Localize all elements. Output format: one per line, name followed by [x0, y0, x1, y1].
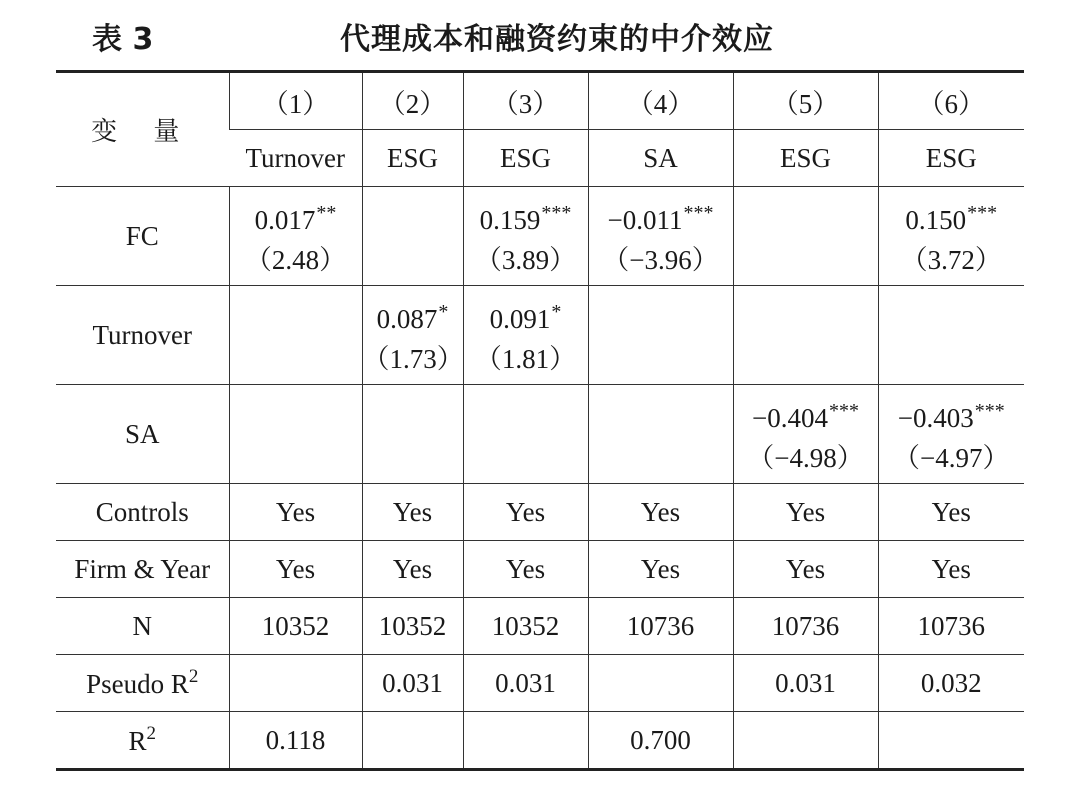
- coefficient: −0.011: [607, 204, 683, 235]
- row-label: FC: [56, 187, 229, 286]
- row-firm-year: [56, 541, 1024, 598]
- value-cell: [878, 712, 1024, 770]
- row-r2: [56, 712, 1024, 770]
- coefficient-value: [734, 391, 878, 438]
- value-cell: Yes: [362, 541, 463, 598]
- coefficient-cell: [463, 385, 588, 484]
- dependent-variable: ESG: [733, 130, 878, 187]
- row-label: [56, 655, 229, 712]
- value-cell: [733, 712, 878, 770]
- coefficient-value: [464, 411, 588, 458]
- value-cell: Yes: [733, 541, 878, 598]
- coefficient-value: [589, 193, 733, 240]
- column-number: （2）: [362, 72, 463, 130]
- row-label: SA: [56, 385, 229, 484]
- value-cell: [463, 712, 588, 770]
- coefficient: 0.091: [489, 303, 551, 334]
- header-row-column-numbers: [56, 72, 1024, 130]
- superscript: 2: [146, 723, 156, 744]
- column-number: （4）: [588, 72, 733, 130]
- coefficient-cell: [588, 187, 733, 286]
- coefficient-cell: [229, 385, 362, 484]
- row-sa: [56, 385, 1024, 484]
- superscript: 2: [188, 666, 199, 687]
- variable-header: 变 量: [91, 117, 194, 147]
- value-cell: Yes: [878, 541, 1024, 598]
- value-cell: Yes: [362, 484, 463, 541]
- table-title: 代理成本和融资约束的中介效应: [340, 22, 774, 57]
- value-cell: 0.031: [463, 655, 588, 712]
- value-cell: [229, 655, 362, 712]
- dependent-variable: Turnover: [229, 130, 362, 187]
- value-cell: Yes: [229, 541, 362, 598]
- row-turnover: [56, 286, 1024, 385]
- value-cell: 10352: [229, 598, 362, 655]
- row-n: [56, 598, 1024, 655]
- value-cell: 0.700: [588, 712, 733, 770]
- t-statistic: （2.48）: [244, 244, 347, 275]
- coefficient: −0.403: [897, 402, 974, 433]
- coefficient-value: [734, 213, 878, 260]
- dependent-variable: SA: [588, 130, 733, 187]
- row-label: Controls: [56, 484, 229, 541]
- coefficient-cell: [229, 286, 362, 385]
- coefficient-value: [363, 411, 463, 458]
- row-pseudo-r2: [56, 655, 1024, 712]
- value-cell: 0.118: [229, 712, 362, 770]
- variable-header-cell: [56, 72, 229, 187]
- value-cell: 0.031: [733, 655, 878, 712]
- significance-stars: ***: [541, 201, 572, 224]
- significance-stars: *: [438, 300, 449, 323]
- coefficient-cell: [362, 385, 463, 484]
- t-statistic: （−4.98）: [747, 442, 864, 473]
- coefficient-cell: [588, 286, 733, 385]
- column-number: （1）: [229, 72, 362, 130]
- t-statistic: （3.72）: [900, 244, 1002, 275]
- value-cell: Yes: [733, 484, 878, 541]
- coefficient: 0.150: [905, 204, 967, 235]
- coefficient-value: [363, 292, 463, 339]
- coefficient-cell: [588, 385, 733, 484]
- value-cell: 0.032: [878, 655, 1024, 712]
- coefficient-value: [230, 312, 362, 359]
- coefficient: −0.404: [752, 402, 828, 433]
- coefficient-value: [230, 193, 362, 240]
- coefficient-cell: [878, 286, 1024, 385]
- coefficient-value: [589, 411, 733, 458]
- significance-stars: ***: [974, 399, 1005, 422]
- coefficient-cell: [733, 286, 878, 385]
- value-cell: 10352: [362, 598, 463, 655]
- coefficient-value: [230, 411, 362, 458]
- significance-stars: **: [316, 201, 337, 224]
- coefficient-cell: [362, 286, 463, 385]
- coefficient-cell: [878, 385, 1024, 484]
- coefficient-cell: [229, 187, 362, 286]
- t-statistic: （1.73）: [362, 343, 464, 374]
- regression-table: [56, 70, 1024, 771]
- t-statistic: （1.81）: [474, 343, 577, 374]
- coefficient: 0.159: [479, 204, 541, 235]
- value-cell: 10736: [733, 598, 878, 655]
- value-cell: 10352: [463, 598, 588, 655]
- coefficient-cell: [463, 187, 588, 286]
- value-cell: 10736: [588, 598, 733, 655]
- value-cell: Yes: [878, 484, 1024, 541]
- coefficient-value: [879, 193, 1025, 240]
- coefficient-cell: [463, 286, 588, 385]
- row-label: [56, 712, 229, 770]
- coefficient-value: [464, 193, 588, 240]
- coefficient-cell: [733, 385, 878, 484]
- coefficient-value: [879, 312, 1025, 359]
- coefficient-cell: [878, 187, 1024, 286]
- row-label-text: Pseudo R: [86, 669, 189, 699]
- value-cell: [362, 712, 463, 770]
- t-statistic: （−3.96）: [602, 244, 719, 275]
- value-cell: Yes: [588, 484, 733, 541]
- coefficient-value: [363, 213, 463, 260]
- row-label: Turnover: [56, 286, 229, 385]
- coefficient: 0.017: [254, 204, 316, 235]
- significance-stars: ***: [967, 201, 998, 224]
- t-statistic: （3.89）: [474, 244, 577, 275]
- dependent-variable: ESG: [878, 130, 1024, 187]
- coefficient-cell: [362, 187, 463, 286]
- row-fc: [56, 187, 1024, 286]
- column-number: （6）: [878, 72, 1024, 130]
- value-cell: Yes: [229, 484, 362, 541]
- row-label-text: R: [128, 726, 147, 756]
- value-cell: Yes: [463, 541, 588, 598]
- row-controls: [56, 484, 1024, 541]
- column-number: （3）: [463, 72, 588, 130]
- table-number: 表 3: [92, 22, 154, 57]
- value-cell: 10736: [878, 598, 1024, 655]
- value-cell: Yes: [588, 541, 733, 598]
- coefficient-value: [879, 391, 1025, 438]
- coefficient: 0.087: [376, 303, 438, 334]
- significance-stars: ***: [683, 201, 714, 224]
- dependent-variable: ESG: [362, 130, 463, 187]
- column-number: （5）: [733, 72, 878, 130]
- significance-stars: *: [551, 300, 562, 323]
- dependent-variable: ESG: [463, 130, 588, 187]
- significance-stars: ***: [828, 399, 859, 422]
- value-cell: Yes: [463, 484, 588, 541]
- coefficient-cell: [733, 187, 878, 286]
- row-label: N: [56, 598, 229, 655]
- row-label: Firm & Year: [56, 541, 229, 598]
- t-statistic: （−4.97）: [893, 442, 1010, 473]
- coefficient-value: [464, 292, 588, 339]
- coefficient-value: [589, 312, 733, 359]
- value-cell: [588, 655, 733, 712]
- value-cell: 0.031: [362, 655, 463, 712]
- coefficient-value: [734, 312, 878, 359]
